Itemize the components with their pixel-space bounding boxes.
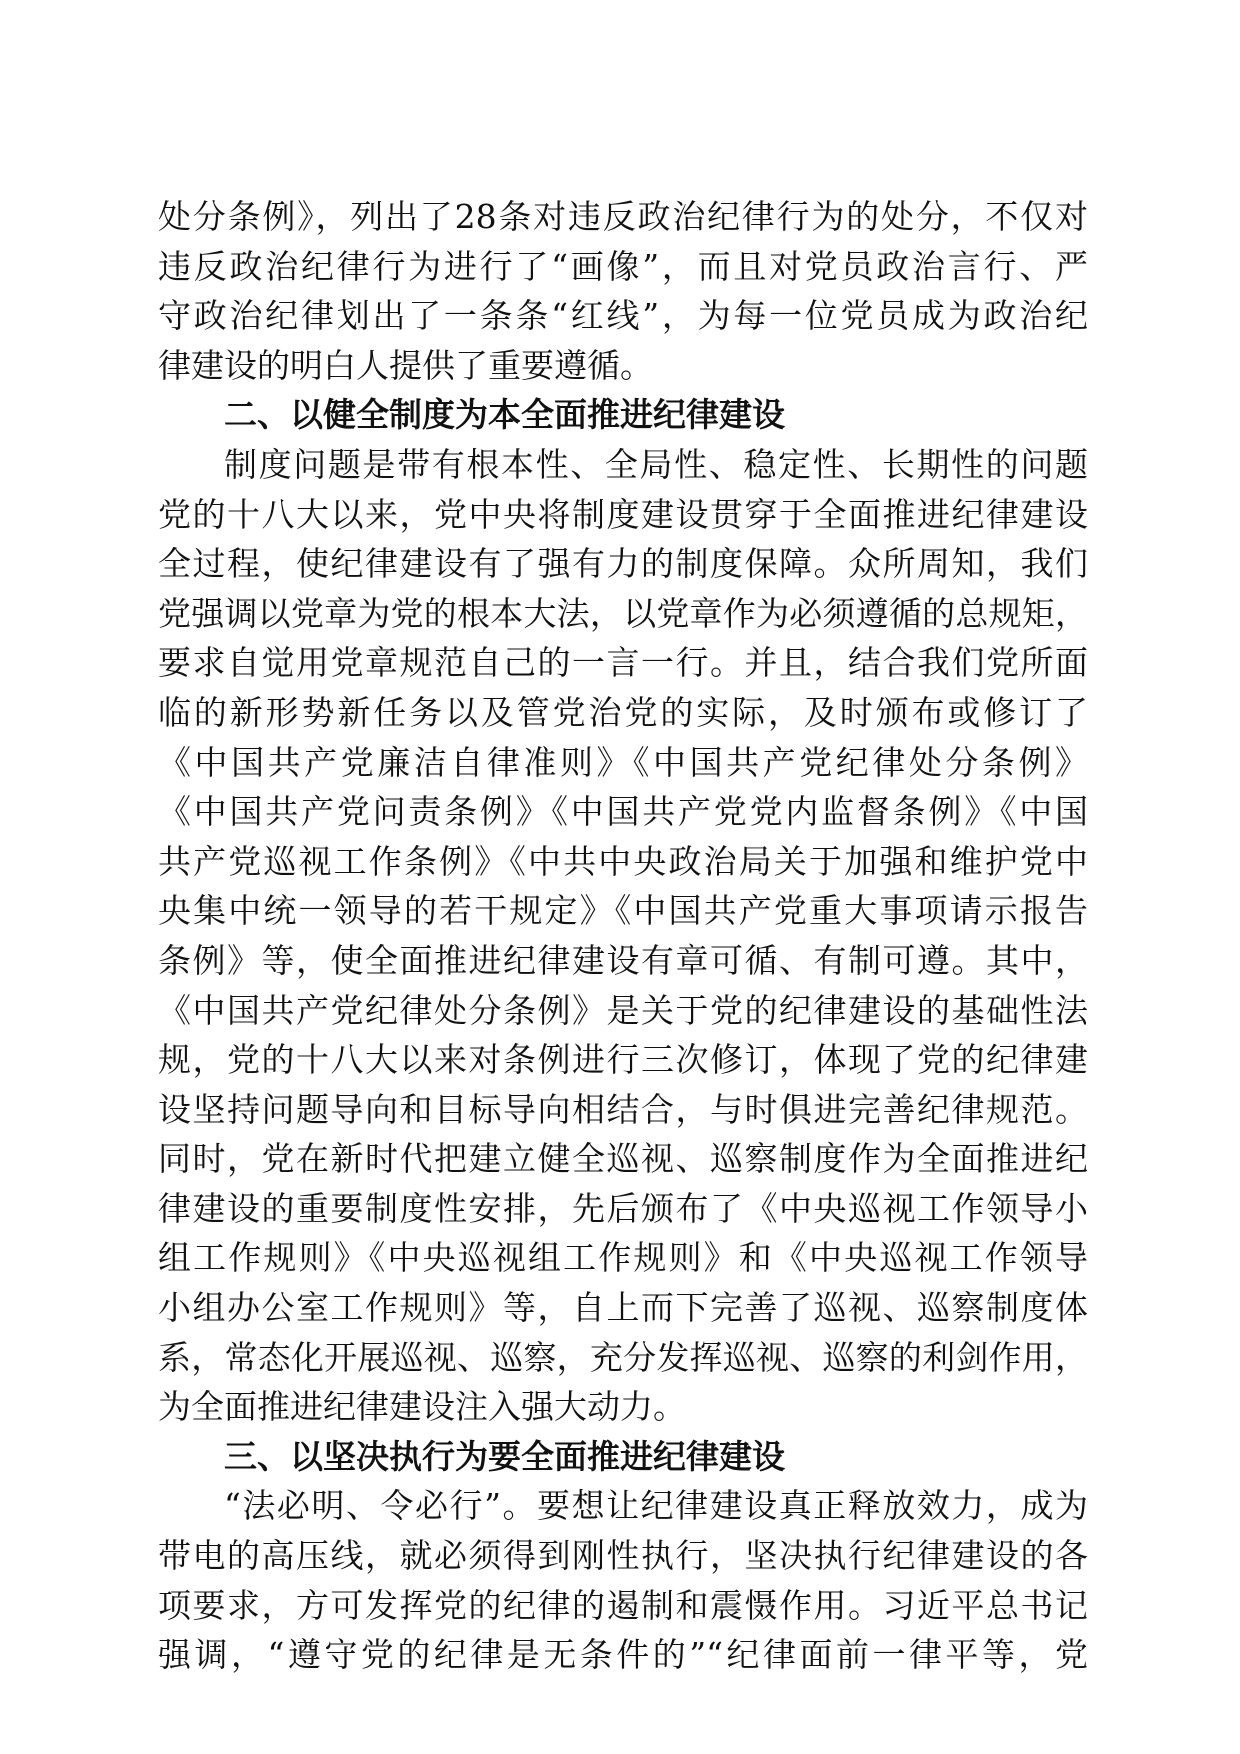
text-line: 党的十八大以来，党中央将制度建设贯穿于全面推进纪律建设	[158, 494, 1088, 534]
text-line: 要求自觉用党章规范自己的一言一行。并且，结合我们党所面	[158, 643, 1088, 683]
text-line: 《中国共产党纪律处分条例》是关于党的纪律建设的基础性法	[158, 990, 1088, 1030]
document-body	[158, 192, 1088, 1680]
text-line: 为全面推进纪律建设注入强大动力。	[158, 1387, 686, 1427]
text-line: 制度问题是带有根本性、全局性、稳定性、长期性的问题	[224, 444, 1088, 484]
text-line: 小组办公室工作规则》等，自上而下完善了巡视、巡察制度体	[158, 1288, 1088, 1328]
text-line: 律建设的明白人提供了重要遵循。	[158, 345, 653, 385]
text-line: 《中国共产党问责条例》《中国共产党党内监督条例》《中国	[158, 792, 1088, 832]
text-line: 项要求，方可发挥党的纪律的遏制和震慑作用。习近平总书记	[158, 1585, 1088, 1625]
text-line: 党强调以党章为党的根本大法，以党章作为必须遵循的总规矩，	[158, 593, 1088, 633]
text-line: 全过程，使纪律建设有了强有力的制度保障。众所周知，我们	[158, 544, 1088, 584]
text-line: 带电的高压线，就必须得到刚性执行，坚决执行纪律建设的各	[158, 1536, 1088, 1576]
text-line: 律建设的重要制度性安排，先后颁布了《中央巡视工作领导小	[158, 1188, 1088, 1228]
text-line: 强调，“遵守党的纪律是无条件的”“纪律面前一律平等，党	[158, 1635, 1088, 1675]
text-line: 系，常态化开展巡视、巡察，充分发挥巡视、巡察的利剑作用，	[158, 1337, 1088, 1377]
section-heading: 二、以健全制度为本全面推进纪律建设	[224, 395, 785, 435]
text-line: 共产党巡视工作条例》《中共中央政治局关于加强和维护党中	[158, 841, 1088, 881]
text-line: 设坚持问题导向和目标导向相结合，与时俱进完善纪律规范。	[158, 1089, 1088, 1129]
section-heading: 三、以坚决执行为要全面推进纪律建设	[224, 1436, 785, 1476]
text-line: 处分条例》，列出了28条对违反政治纪律行为的处分，不仅对	[158, 197, 1088, 236]
text-line: 同时，党在新时代把建立健全巡视、巡察制度作为全面推进纪	[158, 1139, 1088, 1179]
text-line: 违反政治纪律行为进行了“画像”，而且对党员政治言行、严	[158, 246, 1088, 286]
text-line: 守政治纪律划出了一条条“红线”，为每一位党员成为政治纪	[158, 296, 1088, 336]
text-line: “法必明、令必行”。要想让纪律建设真正释放效力，成为	[224, 1486, 1088, 1526]
text-line: 央集中统一领导的若干规定》《中国共产党重大事项请示报告	[158, 891, 1088, 931]
text-line: 规，党的十八大以来对条例进行三次修订，体现了党的纪律建	[158, 1040, 1088, 1080]
text-line: 组工作规则》《中央巡视组工作规则》和《中央巡视工作领导	[158, 1238, 1088, 1278]
text-line: 条例》等，使全面推进纪律建设有章可循、有制可遵。其中，	[158, 940, 1088, 980]
text-line: 《中国共产党廉洁自律准则》《中国共产党纪律处分条例》	[158, 742, 1088, 782]
text-line: 临的新形势新任务以及管党治党的实际，及时颁布或修订了	[158, 692, 1088, 732]
